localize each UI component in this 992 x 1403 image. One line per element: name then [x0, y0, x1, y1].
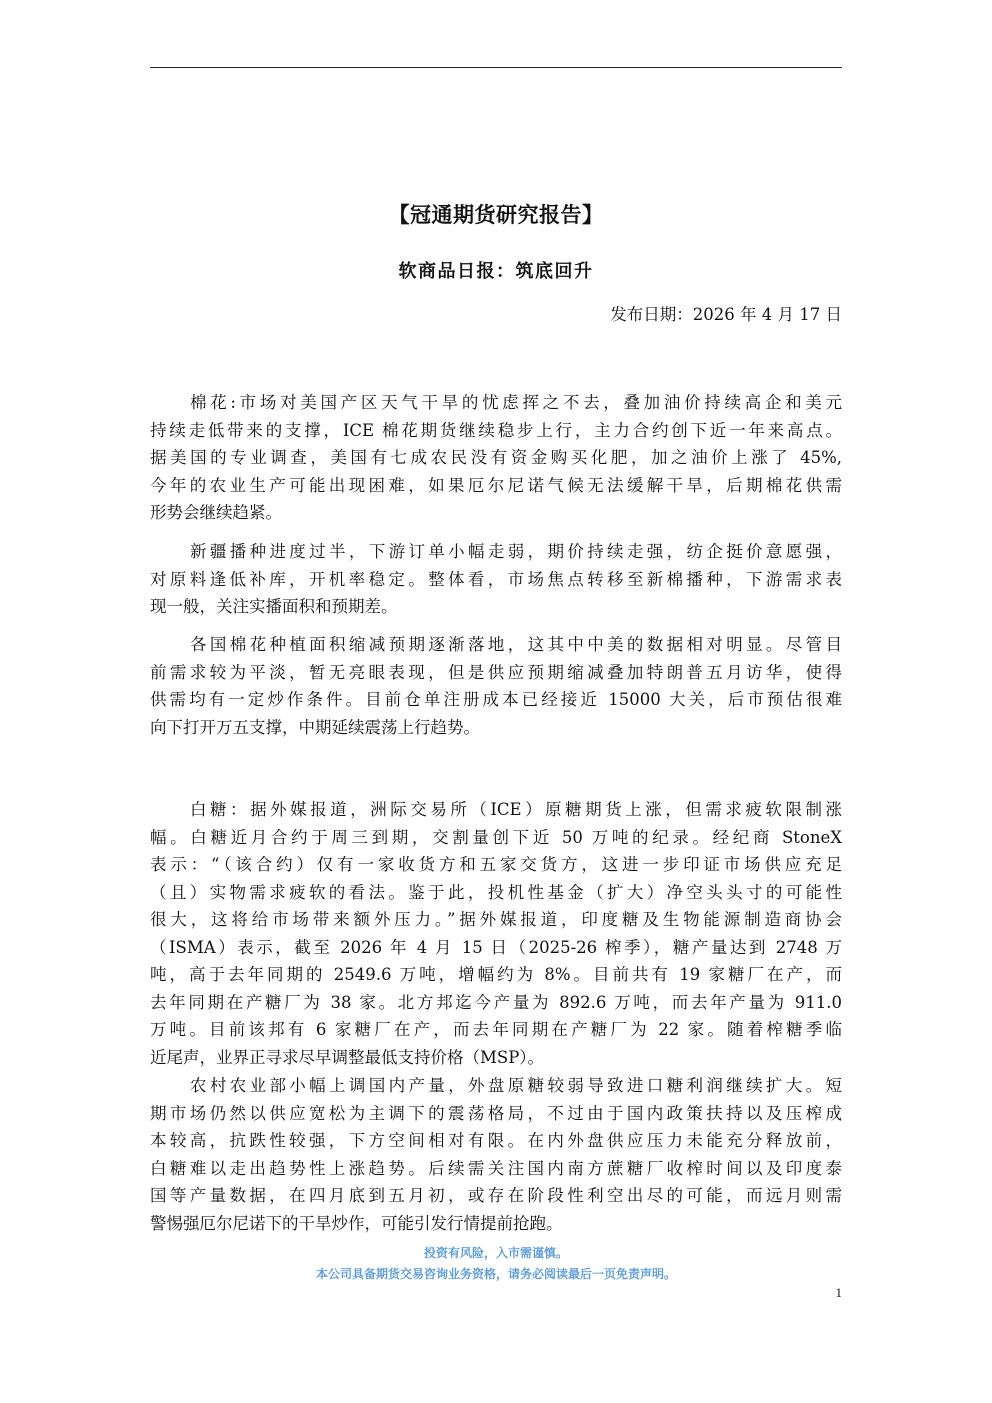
text-line: 农村农业部小幅上调国内产量，外盘原糖较弱导致进口糖利润继续扩大。短 [190, 1076, 842, 1095]
text-line: 现一般，关注实播面积和预期差。 [150, 597, 398, 616]
text-line: 警惕强厄尔尼诺下的干旱炒作，可能引发行情提前抢跑。 [150, 1213, 563, 1233]
text-line: （ISMA）表示，截至 2026 年 4 月 15 日（2025-26 榨季），糖产量达到 2748 万 [150, 937, 842, 957]
text-line: 白糖难以走出趋势性上涨趋势。后续需关注国内南方蔗糖厂收榨时间以及印度泰 [150, 1158, 842, 1178]
text-line: （且）实物需求疲软的看法。鉴于此，投机性基金（扩大）净空头头寸的可能性 [150, 882, 842, 902]
text-line: 国等产量数据，在四月底到五月初，或存在阶段性利空出尽的可能，而远月则需 [150, 1186, 842, 1205]
text-line: 新疆播种进度过半，下游订单小幅走弱，期价持续走强，纺企挺价意愿强， [190, 542, 842, 561]
text-line: 各国棉花种植面积缩减预期逐渐落地，这其中中美的数据相对明显。尽管目 [190, 635, 842, 654]
text-line: 期市场仍然以供应宽松为主调下的震荡格局，不过由于国内政策扶持以及压榨成 [150, 1103, 842, 1123]
page-number: 1 [835, 1285, 842, 1300]
cotton-paragraph-3 [150, 631, 842, 741]
text-line: 万吨。目前该邦有 6 家糖厂在产，而去年同期在产糖厂为 22 家。随着榨糖季临 [150, 1020, 842, 1039]
text-line: 近尾声，业界正寻求尽早调整最低支持价格（MSP）。 [150, 1047, 545, 1067]
text-line: 吨，高于去年同期的 2549.6 万吨，增幅约为 8%。目前共有 19 家糖厂在产，而 [150, 965, 842, 984]
text-line: 据美国的专业调查，美国有七成农民没有资金购买化肥，加之油价上涨了 45%, [150, 448, 842, 467]
text-line: 本较高，抗跌性较强，下方空间相对有限。在内外盘供应压力未能充分释放前， [150, 1131, 842, 1150]
sugar-paragraph-2 [150, 1072, 842, 1237]
text-line: 表示：“（该合约）仅有一家收货方和五家交货方，这进一步印证市场供应充足 [150, 855, 842, 874]
cotton-paragraph-1 [150, 389, 842, 527]
sugar-paragraph-1 [150, 796, 842, 1071]
text-line: 供需均有一定炒作条件。目前仓单注册成本已经接近 15000 大关，后市预估很难 [150, 690, 842, 709]
cotton-paragraph-2 [150, 538, 842, 621]
text-line: 对原料逢低补库，开机率稳定。整体看，市场焦点转移至新棉播种，下游需求表 [150, 569, 842, 589]
text-line: 持续走低带来的支撑，ICE 棉花期货继续稳步上行，主力合约创下近一年来高点。 [150, 420, 842, 440]
disclaimer-notice: 本公司具备期货交易咨询业务资格，请务必阅读最后一页免责声明。 [315, 1267, 676, 1281]
risk-warning: 投资有风险，入市需谨慎。 [423, 1246, 568, 1260]
text-line: 形势会继续趋紧。 [150, 503, 282, 522]
text-line: 去年同期在产糖厂为 38 家。北方邦迄今产量为 892.6 万吨，而去年产量为 911.0 [150, 992, 842, 1012]
text-line: 前需求较为平淡，暂无亮眼表现，但是供应预期缩减叠加特朗普五月访华，使得 [150, 662, 842, 682]
text-line: 幅。白糖近月合约于周三到期，交割量创下近 50 万吨的纪录。经纪商 StoneX [150, 827, 842, 847]
text-line: 棉花:市场对美国产区天气干旱的忧虑挥之不去，叠加油价持续高企和美元 [190, 393, 842, 412]
text-line: 白糖：据外媒报道，洲际交易所（ICE）原糖期货上涨，但需求疲软限制涨 [190, 800, 842, 819]
text-line: 很大，这将给市场带来额外压力。”据外媒报道，印度糖及生物能源制造商协会 [150, 910, 842, 929]
report-subtitle: 软商品日报：筑底回升 [398, 261, 594, 282]
report-title: 【冠通期货研究报告】 [388, 203, 604, 227]
header-rule [150, 67, 842, 68]
publish-date: 发布日期：2026 年 4 月 17 日 [610, 305, 842, 324]
text-line: 今年的农业生产可能出现困难，如果厄尔尼诺气候无法缓解干旱，后期棉花供需 [150, 475, 842, 495]
text-line: 向下打开万五支撑，中期延续震荡上行趋势。 [150, 717, 480, 737]
